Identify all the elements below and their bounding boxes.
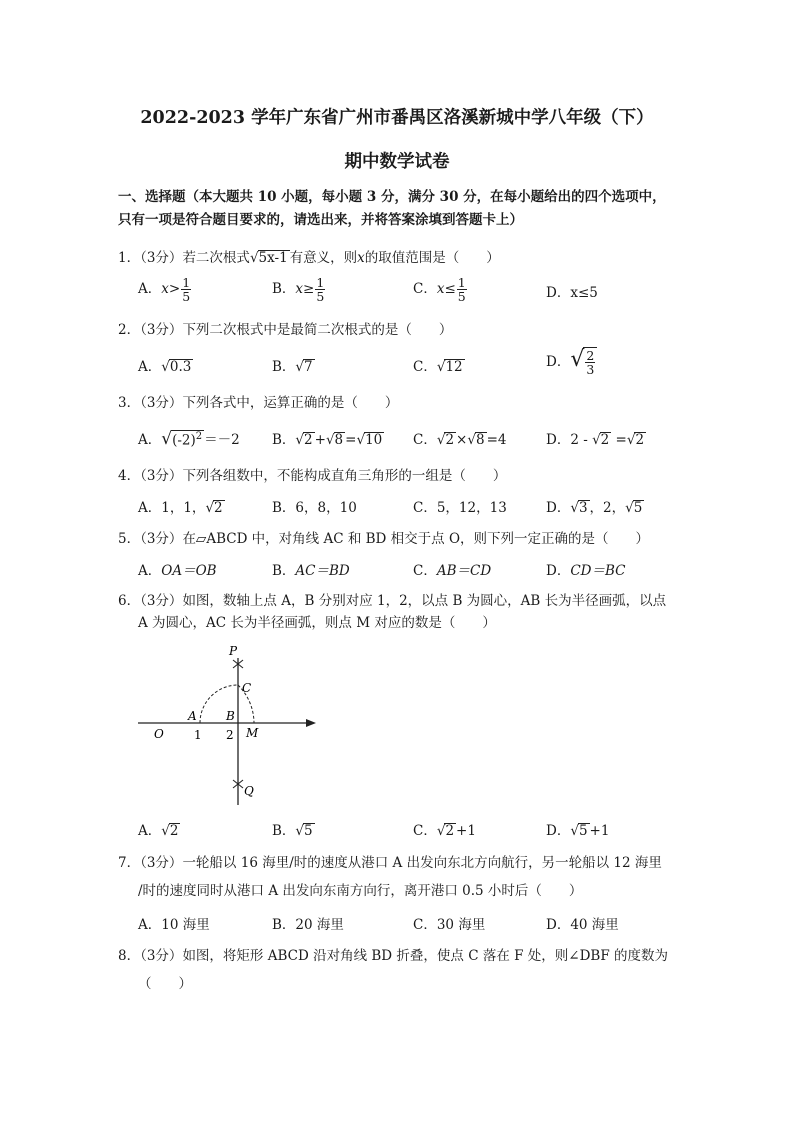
axis-arrow-icon [306,719,316,727]
number-line-figure [130,640,330,815]
option-b[interactable]: B．AC＝BD [272,563,350,579]
option-a[interactable]: A．√0.3 [138,359,192,375]
label-O: O [154,727,164,741]
option-c[interactable]: C．√2 ×√8 =4 [413,432,507,448]
question-5: 5．（3分）在▱ABCD 中，对角线 AC 和 BD 相交于点 O，则下列一定正确的是（ ） [118,531,650,547]
question-6: 6．（3分）如图，数轴上点 A，B 分别对应 1，2，以点 B 为圆心，AB 长为半径画弧，以点 A 为圆心，AC 长为半径画弧，则点 M 对应的数是（ ） [118,593,667,631]
option-b[interactable]: B．20 海里 [272,917,344,933]
option-c[interactable]: C．5，12，13 [413,500,507,516]
page-title-line1: 2022-2023 学年广东省广州市番禺区洛溪新城中学八年级（下） [140,108,654,128]
option-a[interactable]: A．1，1，√2 [138,500,223,516]
option-c[interactable]: C．30 海里 [413,917,486,933]
option-b[interactable]: B．√7 [272,359,313,375]
option-a[interactable]: A．x> $\frac{1}{5}$ [138,275,191,305]
question-7: 7．（3分）一轮船以 16 海里/时的速度从港口 A 出发向东北方向航行，另一轮船以 12 海里 /时的速度同时从港口 A 出发向东南方向行，离开港口 0.5 小时后（ ） [118,855,662,899]
option-b[interactable]: B．x≥ $\frac{1}{5}$ [272,275,325,305]
label-A: A [188,709,197,723]
label-2: 2 [226,728,234,742]
question-2: 2．（3分）下列二次根式中是最简二次根式的是（ ） [118,322,453,338]
label-C: C [242,681,252,695]
option-d[interactable]: D．CD＝BC [546,563,626,579]
question-number: 6．（3分） [118,593,183,609]
options-1 [138,275,698,305]
section-instructions-line1: 一、选择题（本大题共 10 小题，每小题 3 分，满分 30 分，在每小题给出的四个选项中， [118,189,666,205]
question-number: 1．（3分） [118,250,183,266]
question-number: 5．（3分） [118,531,183,547]
options-6 [138,819,698,843]
option-a[interactable]: A．√2 [138,823,179,839]
question-number: 3．（3分） [118,395,183,411]
option-d[interactable]: D．x≤5 [546,285,598,301]
option-c[interactable]: C．√12 [413,359,463,375]
question-3: 3．（3分）下列各式中，运算正确的是（ ） [118,395,399,411]
option-d[interactable]: D．√5 +1 [546,823,610,839]
label-1: 1 [194,728,202,742]
section-instructions-line2: 只有一项是符合题目要求的，请选出来，并将答案涂填到答题卡上） [118,212,523,228]
option-a[interactable]: A．$√(-2)^2 =-2$ [138,429,240,449]
question-number: 8．（3分） [118,948,183,964]
question-1: 1．（3分）若二次根式√5x-1 有意义，则x的取值范围是（ ） [118,250,500,266]
option-d[interactable]: D．√ $\frac{2}{3}$ [546,347,597,376]
options-3 [138,428,698,452]
radical: 5x-1 [258,250,288,266]
label-P: P [229,644,238,658]
question-4: 4．（3分）下列各组数中，不能构成直角三角形的一组是（ ） [118,468,507,484]
options-4 [138,496,698,520]
fraction: $\frac{1}{5}$ [316,275,325,305]
option-d[interactable]: D．40 海里 [546,917,619,933]
question-8: 8．（3分）如图，将矩形 ABCD 沿对角线 BD 折叠，使点 C 落在 F 处，则∠DBF 的度数为 （ ） [118,948,668,992]
label-Q: Q [244,784,254,798]
option-b[interactable]: B．√2 +√8 =√10 [272,432,383,448]
options-7 [138,913,698,937]
option-d[interactable]: D．2 - √2 =√2 [546,432,645,448]
option-b[interactable]: B．6，8，10 [272,500,357,516]
label-B: B [226,709,235,723]
fraction: $\frac{1}{5}$ [457,275,466,305]
option-c[interactable]: C．x≤ $\frac{1}{5}$ [413,275,466,305]
fraction: $\frac{2}{3}$ [586,348,595,378]
option-b[interactable]: B．√5 [272,823,313,839]
question-number: 2．（3分） [118,322,183,338]
option-d[interactable]: D．√3 ，2，√5 [546,500,643,516]
options-2 [138,347,698,379]
option-c[interactable]: C．AB＝CD [413,563,492,579]
fraction: $\frac{1}{5}$ [182,275,191,305]
option-c[interactable]: C．√2 +1 [413,823,476,839]
page-title-line2: 期中数学试卷 [344,152,450,172]
question-number: 4．（3分） [118,468,183,484]
question-number: 7．（3分） [118,855,183,871]
option-a[interactable]: A．10 海里 [138,917,210,933]
options-5 [138,559,698,583]
option-a[interactable]: A．OA＝OB [138,563,217,579]
section-heading [118,186,698,232]
label-M: M [246,726,259,740]
